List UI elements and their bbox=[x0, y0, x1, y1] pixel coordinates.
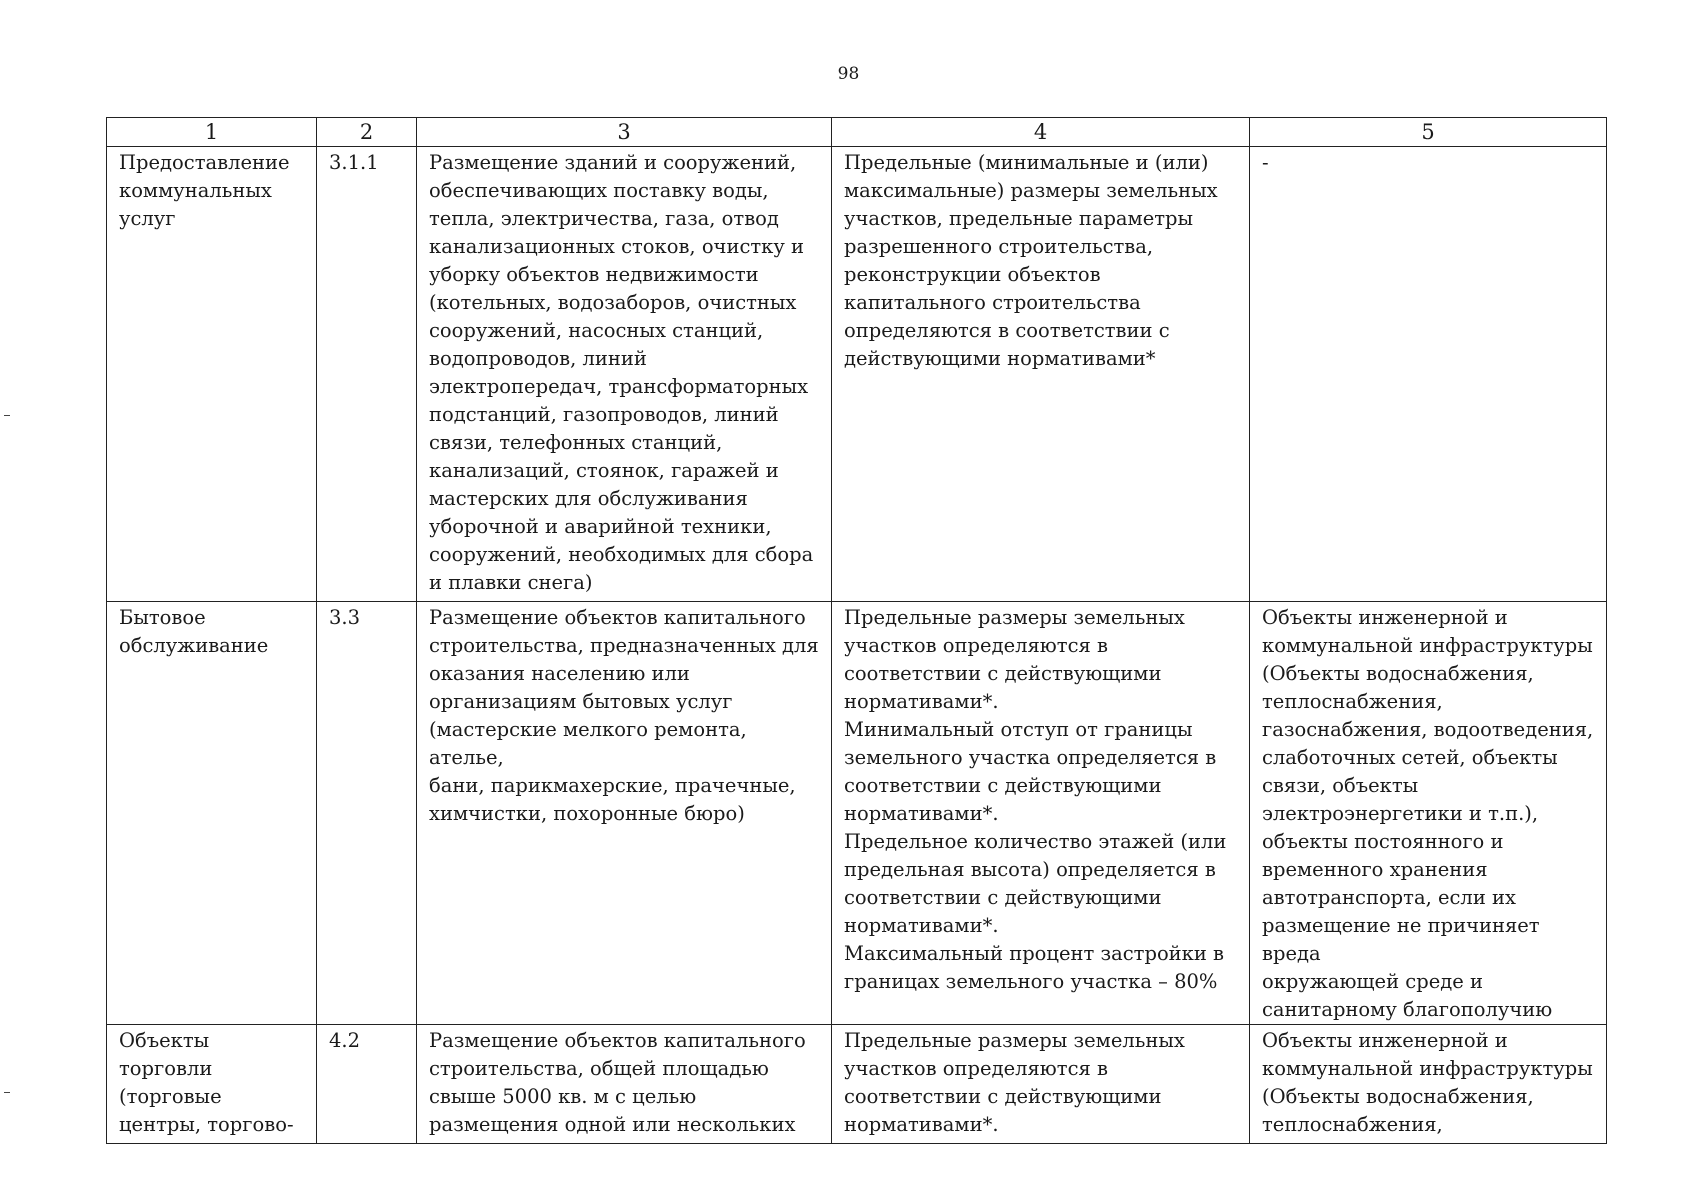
use-type-name: Бытовое обслуживание bbox=[107, 602, 317, 1025]
column-header-1: 1 bbox=[107, 118, 317, 147]
use-type-code: 4.2 bbox=[317, 1025, 417, 1144]
use-type-conditional: Объекты инженерной и коммунальной инфраструктуры (Объекты водоснабжения, теплоснабжения, газоснабжения, водоотведения, слаботочных сетей, объекты связи, объекты электроэнергетики и т.п.), объекты постоянного и временного хранения автотранспорта, если их размещение не причиняет вреда окружающей среде и санитарному благополучию bbox=[1250, 602, 1607, 1025]
use-type-parameters: Предельные размеры земельных участков определяются в соответствии с действующими нормативами*. bbox=[832, 1025, 1250, 1144]
use-type-name: Объекты торговли (торговые центры, торгово- bbox=[107, 1025, 317, 1144]
table-header-row bbox=[107, 118, 1607, 147]
regulations-table bbox=[106, 117, 1607, 1144]
use-type-description: Размещение объектов капитального строительства, предназначенных для оказания населению или организациям бытовых услуг (мастерские мелкого ремонта, ателье, бани, парикмахерские, прачечные, химчистки, похоронные бюро) bbox=[417, 602, 832, 1025]
page-number: 98 bbox=[837, 64, 860, 84]
column-header-2: 2 bbox=[317, 118, 417, 147]
use-type-parameters: Предельные размеры земельных участков определяются в соответствии с действующими нормативами*. Минимальный отступ от границы земельного участка определяется в соответствии с действующими нормативами*. Предельное количество этажей (или предельная высота) определяется в соответствии с действующими нормативами*. Максимальный процент застройки в границах земельного участка – 80% bbox=[832, 602, 1250, 1025]
scan-margin-mark bbox=[4, 415, 10, 416]
use-type-code: 3.3 bbox=[317, 602, 417, 1025]
table-row bbox=[107, 147, 1607, 602]
column-header-3: 3 bbox=[417, 118, 832, 147]
table-row bbox=[107, 1025, 1607, 1144]
use-type-name: Предоставление коммунальных услуг bbox=[107, 147, 317, 602]
scan-margin-mark bbox=[4, 1092, 10, 1093]
column-header-5: 5 bbox=[1250, 118, 1607, 147]
use-type-conditional: Объекты инженерной и коммунальной инфраструктуры (Объекты водоснабжения, теплоснабжения, bbox=[1250, 1025, 1607, 1144]
use-type-code: 3.1.1 bbox=[317, 147, 417, 602]
use-type-parameters: Предельные (минимальные и (или) максимальные) размеры земельных участков, предельные параметры разрешенного строительства, реконструкции объектов капитального строительства определяются в соответствии с действующими нормативами* bbox=[832, 147, 1250, 602]
column-header-4: 4 bbox=[832, 118, 1250, 147]
table-row bbox=[107, 602, 1607, 1025]
use-type-description: Размещение объектов капитального строительства, общей площадью свыше 5000 кв. м с целью размещения одной или нескольких bbox=[417, 1025, 832, 1144]
use-type-description: Размещение зданий и сооружений, обеспечивающих поставку воды, тепла, электричества, газа, отвод канализационных стоков, очистку и уборку объектов недвижимости (котельных, водозаборов, очистных сооружений, насосных станций, водопроводов, линий электропередач, трансформаторных подстанций, газопроводов, линий связи, телефонных станций, канализаций, стоянок, гаражей и мастерских для обслуживания уборочной и аварийной техники, сооружений, необходимых для сбора и плавки снега) bbox=[417, 147, 832, 602]
use-type-conditional: - bbox=[1250, 147, 1607, 602]
